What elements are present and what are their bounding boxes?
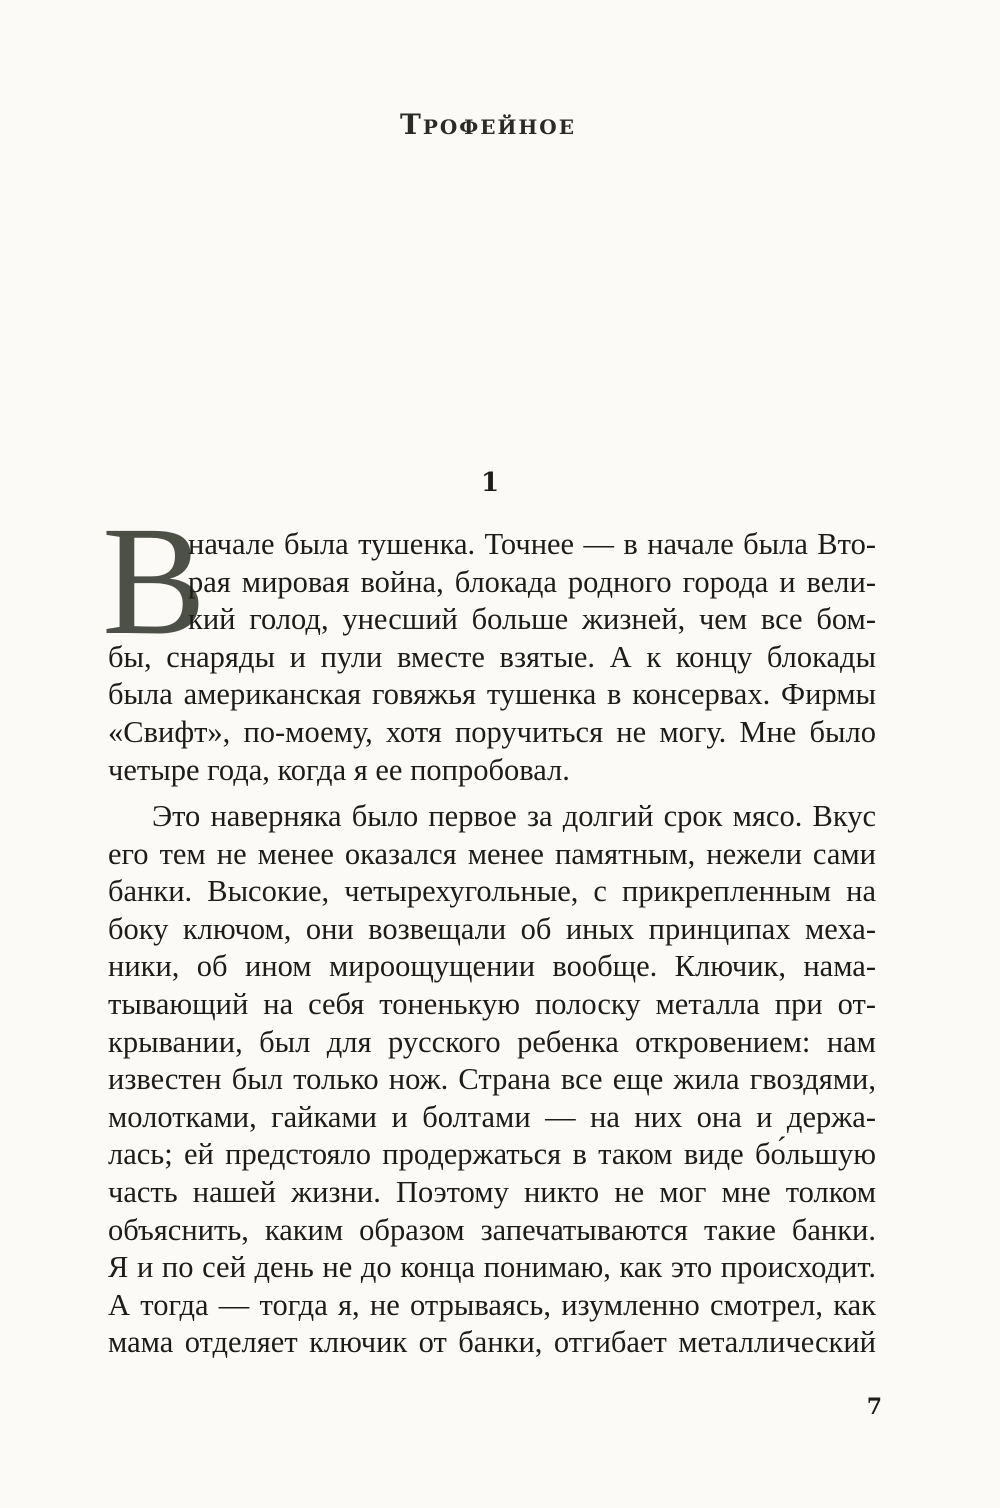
text-line: крывании, был для русского ребенка откровением: нам bbox=[108, 1024, 876, 1059]
text-line: Это наверняка было первое за долгий срок мясо. Вкус bbox=[152, 799, 876, 833]
paragraph-2 bbox=[108, 798, 876, 1400]
text-line: боку ключом, они возвещали об иных принципах меха- bbox=[108, 911, 876, 946]
text-line: известен был только нож. Страна все еще жила гвоздями, bbox=[108, 1062, 876, 1097]
text-line: тывающий на себя тоненькую полоску металла при от- bbox=[108, 986, 876, 1021]
text-line: Я и по сей день не до конца понимаю, как это происходит. bbox=[108, 1250, 876, 1285]
text-line: лась; ей предстояло продержаться в таком виде бо́льшую bbox=[108, 1137, 876, 1172]
text-line: кий голод, унесший больше жизней, чем все бом- bbox=[188, 602, 876, 637]
text-line: объяснить, каким образом запечатываются такие банки. bbox=[108, 1212, 876, 1247]
text-line: «Свифт», по-моему, хотя поручиться не могу. Мне было bbox=[108, 714, 876, 749]
text-line: была американская говяжья тушенка в консервах. Фирмы bbox=[108, 677, 876, 712]
text-line: А тогда — тогда я, не отрываясь, изумленно смотрел, как bbox=[108, 1287, 876, 1322]
text-line: начале была тушенка. Точнее — в начале была Вто- bbox=[188, 527, 876, 561]
page-number: 7 bbox=[866, 1394, 882, 1420]
text-line: молотками, гайками и болтами — на них она и держа- bbox=[108, 1099, 876, 1134]
text-line: бы, снаряды и пули вместе взятые. А к концу блокады bbox=[108, 639, 876, 674]
text-line: банки. Высокие, четырехугольные, с прикрепленным на bbox=[108, 874, 876, 909]
text-line: рая мировая война, блокада родного города и вели- bbox=[188, 564, 876, 599]
text-line bbox=[108, 1362, 876, 1400]
text-line: его тем не менее оказался менее памятным, нежели сами bbox=[108, 836, 876, 871]
chapter-title: Трофейное bbox=[400, 108, 576, 141]
text-line: ники, об ином мироощущении вообще. Ключик, нама- bbox=[108, 949, 876, 984]
text-line: мама отделяет ключик от банки, отгибает металлический bbox=[108, 1325, 876, 1360]
paragraph-1 bbox=[108, 526, 876, 789]
section-number: 1 bbox=[480, 468, 500, 498]
text-line: четыре года, когда я ее попробовал. bbox=[108, 752, 570, 787]
drop-cap: В bbox=[102, 494, 207, 667]
text-line: часть нашей жизни. Поэтому никто не мог мне толком bbox=[108, 1174, 876, 1209]
